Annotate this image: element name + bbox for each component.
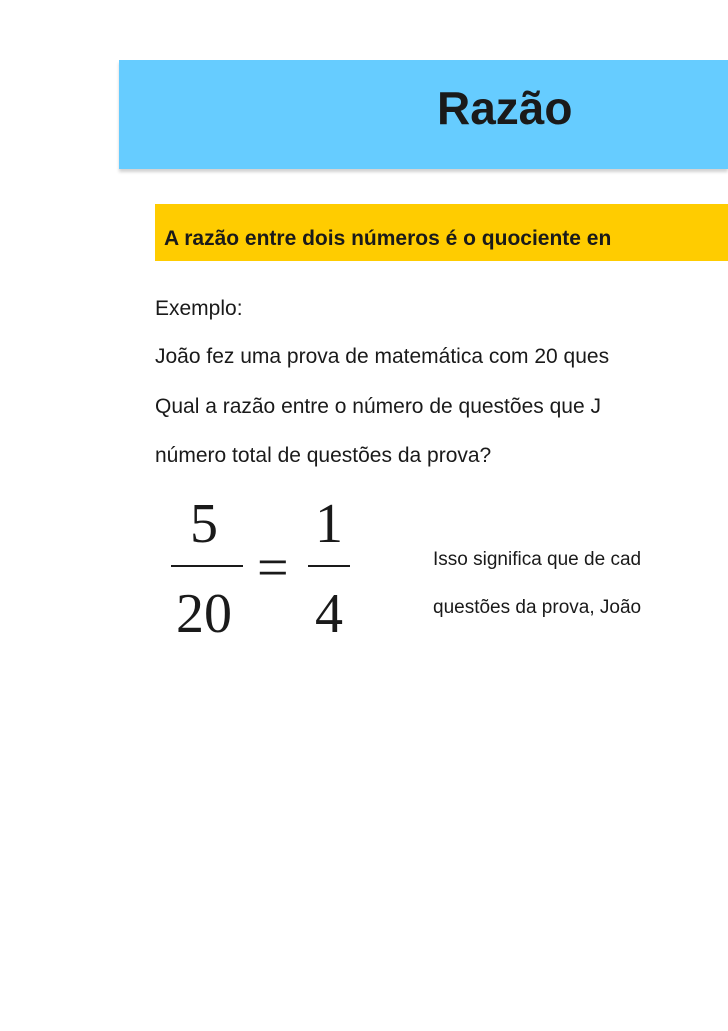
example-label: Exemplo: [155,297,243,320]
fraction-1-numerator: 5 [190,493,218,555]
title-banner [119,60,728,169]
page-title: Razão [437,82,573,134]
equals-sign: = [257,537,289,599]
fraction-1-bar [171,565,243,567]
definition-text: A razão entre dois números é o quociente en [164,227,612,250]
fraction-1-denominator: 20 [176,583,232,645]
fraction-2-numerator: 1 [315,493,343,555]
example-line-2: Qual a razão entre o número de questões que J [155,395,601,418]
fraction-2-denominator: 4 [315,583,343,645]
explanation-line-2: questões da prova, João [433,597,642,618]
example-line-1: João fez uma prova de matemática com 20 ques [155,345,610,368]
explanation-line-1: Isso significa que de cad [433,549,642,570]
example-line-3: número total de questões da prova? [155,444,492,467]
fraction-2-bar [308,565,350,567]
